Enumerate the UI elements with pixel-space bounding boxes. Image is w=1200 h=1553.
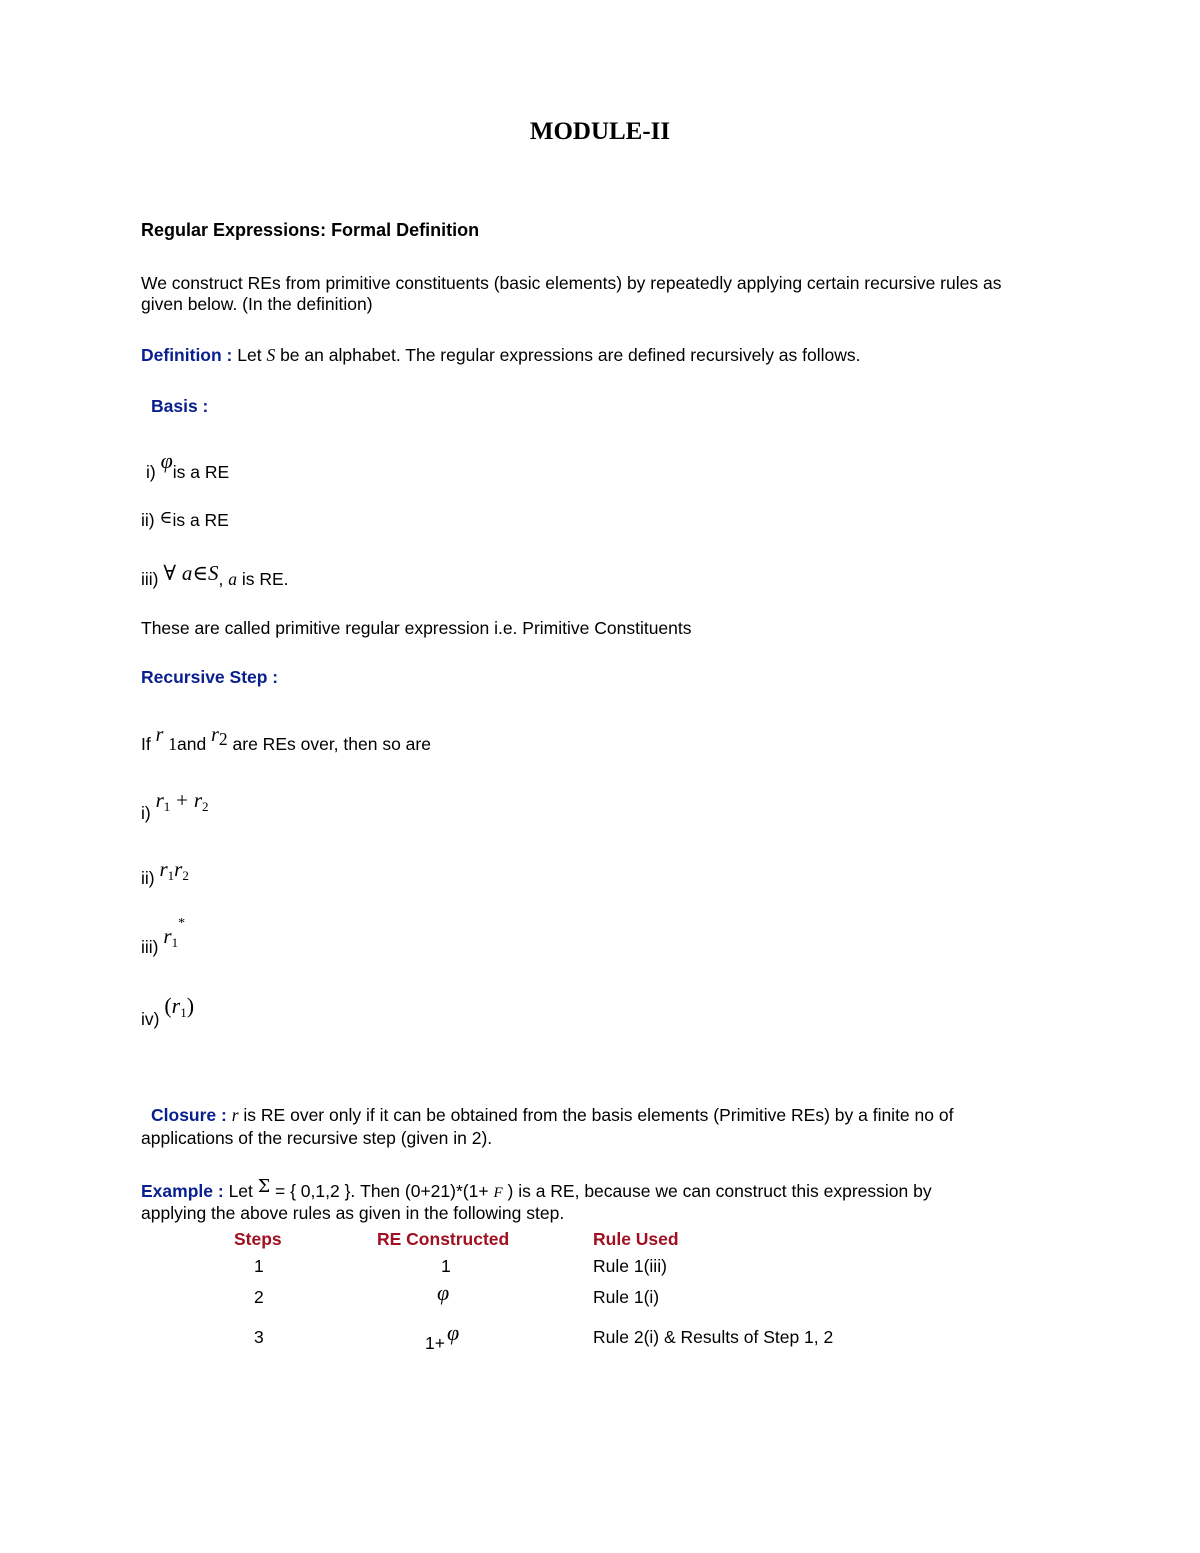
table-cell-re: 1 xyxy=(441,1256,451,1276)
recursive-and: and xyxy=(177,734,207,754)
example-rest: ) is a RE, because we can construct this expression by xyxy=(507,1181,932,1201)
table-cell-re-prefix: 1+ xyxy=(425,1333,445,1353)
table-header-re: RE Constructed xyxy=(377,1229,510,1249)
definition-line xyxy=(141,345,861,366)
page-title: MODULE-II xyxy=(529,118,671,145)
expr-r: r xyxy=(163,924,172,948)
table-cell-rule: Rule 1(iii) xyxy=(593,1256,667,1276)
open-paren: ( xyxy=(164,993,172,1018)
closure-text: is RE over only if it can be obtained from the basis elements (Primitive REs) by a finite no of xyxy=(243,1105,954,1125)
intro-line-2: given below. (In the definition) xyxy=(141,294,373,314)
expr-sub-2: 2 xyxy=(182,868,189,883)
definition-text: be an alphabet. The regular expressions are defined recursively as follows. xyxy=(280,345,861,365)
example-let: Let xyxy=(228,1181,253,1201)
closure-line-1 xyxy=(151,1105,953,1126)
recursive-step-label: Recursive Step : xyxy=(141,667,279,687)
basis-ii-text: is a RE xyxy=(172,510,229,530)
table-cell-re: φ xyxy=(437,1280,450,1305)
expr-r: r xyxy=(155,788,164,812)
basis-label: Basis : xyxy=(151,396,209,416)
closure-r: r xyxy=(231,1105,239,1125)
r-symbol: r xyxy=(155,724,164,746)
basis-ii-label: ii) xyxy=(141,510,155,530)
expr-r: r xyxy=(159,857,168,881)
table-cell-step: 3 xyxy=(254,1327,264,1347)
example-label: Example : xyxy=(141,1181,224,1201)
closure-label: Closure : xyxy=(151,1105,227,1125)
table-cell-rule: Rule 1(i) xyxy=(593,1287,660,1307)
table-header-steps: Steps xyxy=(234,1229,282,1249)
example-line-1 xyxy=(141,1177,932,1202)
expr-r: r xyxy=(171,993,181,1018)
recursive-item-label: i) xyxy=(141,803,151,823)
basis-i-label: i) xyxy=(146,462,156,482)
recursive-item-iv xyxy=(141,993,195,1031)
recursive-item-label: iv) xyxy=(141,1009,160,1029)
example-f: F xyxy=(493,1185,503,1201)
recursive-item-i xyxy=(141,788,209,825)
table-cell-re: φ xyxy=(447,1320,460,1345)
plus-operator: + xyxy=(176,788,188,812)
basis-iii-text: is RE. xyxy=(241,569,289,589)
recursive-condition xyxy=(141,724,431,756)
expr-r-2: r xyxy=(193,788,202,812)
r-symbol-2: r xyxy=(211,724,219,746)
table-cell-step: 1 xyxy=(254,1256,264,1276)
symbol-a: a xyxy=(181,561,193,585)
phi-symbol: φ xyxy=(160,448,173,473)
basis-item-iii xyxy=(141,561,289,591)
element-of-symbol: ∈ xyxy=(192,561,208,585)
table-cell-step: 2 xyxy=(254,1287,264,1307)
forall-symbol: ∀ xyxy=(163,561,177,585)
basis-item-ii xyxy=(141,510,229,531)
basis-summary: These are called primitive regular expression i.e. Primitive Constituents xyxy=(141,618,692,638)
alphabet-symbol: S xyxy=(266,345,276,365)
expr-sub: 1 xyxy=(180,1005,187,1020)
subscript-2: 2 xyxy=(218,729,228,749)
basis-i-text: is a RE xyxy=(172,462,230,482)
expr-sub: 1 xyxy=(167,868,175,883)
example-line-2: applying the above rules as given in the following step. xyxy=(141,1203,565,1223)
expr-sub-2: 2 xyxy=(202,799,209,814)
recursive-item-label: ii) xyxy=(141,868,155,888)
alphabet-symbol-s: S xyxy=(207,561,219,585)
recursive-rest: are REs over, then so are xyxy=(232,734,431,754)
section-heading: Regular Expressions: Formal Definition xyxy=(141,220,480,240)
recursive-item-iii xyxy=(141,916,186,959)
epsilon-symbol: ∈ xyxy=(159,508,173,528)
recursive-item-ii xyxy=(141,857,189,890)
table-header-rule: Rule Used xyxy=(593,1229,679,1249)
kleene-star: * xyxy=(178,916,186,931)
basis-iii-label: iii) xyxy=(141,569,159,589)
expr-sub: 1 xyxy=(171,935,179,950)
symbol-a-2: a xyxy=(228,569,237,589)
basis-iii-comma: , xyxy=(218,569,224,589)
expr-sub: 1 xyxy=(163,799,171,814)
subscript-1: 1 xyxy=(168,734,178,754)
close-paren: ) xyxy=(186,993,195,1018)
recursive-item-label: iii) xyxy=(141,937,159,957)
example-set: = { 0,1,2 }. Then (0+21)*(1+ xyxy=(275,1181,489,1201)
recursive-if: If xyxy=(141,734,151,754)
basis-item-i xyxy=(146,448,230,484)
sigma-symbol: Σ xyxy=(257,1177,271,1197)
intro-line-1: We construct REs from primitive constituents (basic elements) by repeatedly applying certain recursive rules as xyxy=(141,273,1002,293)
definition-let: Let xyxy=(237,345,262,365)
closure-line-2: applications of the recursive step (given in 2). xyxy=(141,1128,493,1148)
expr-r-2: r xyxy=(174,857,183,881)
table-cell-rule: Rule 2(i) & Results of Step 1, 2 xyxy=(593,1327,834,1347)
definition-label: Definition : xyxy=(141,345,233,365)
